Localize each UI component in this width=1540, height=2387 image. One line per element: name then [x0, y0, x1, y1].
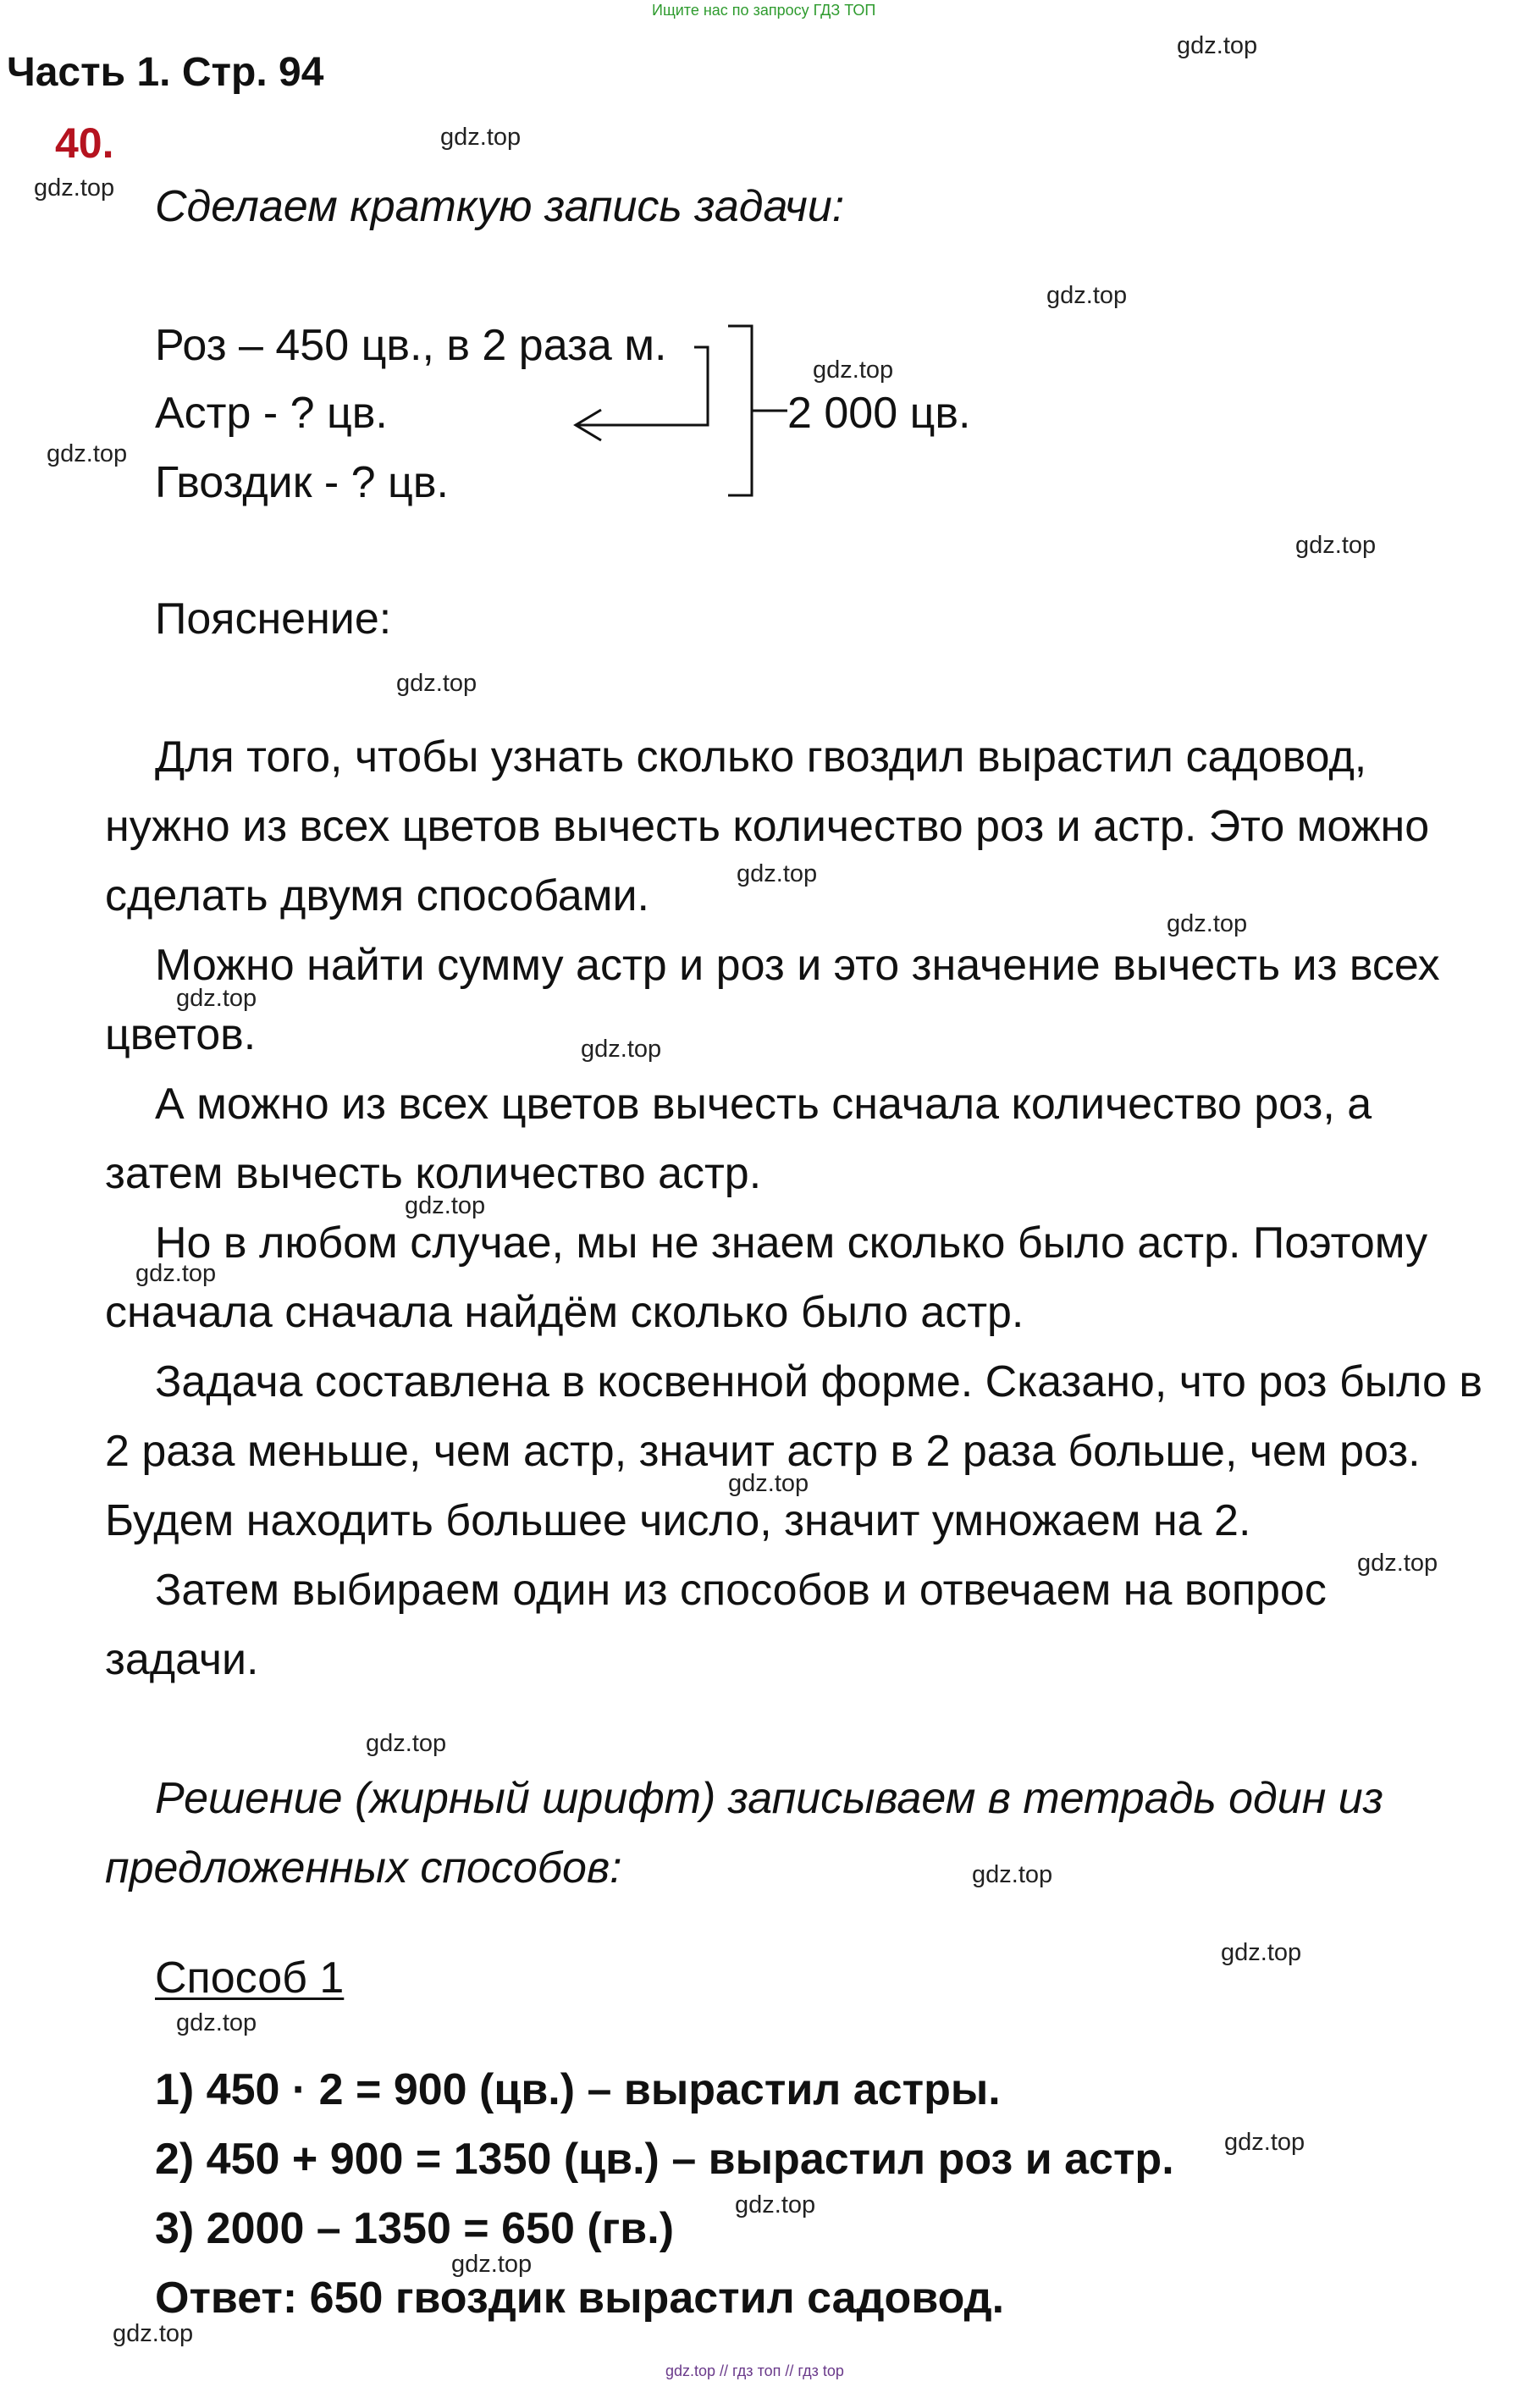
para1-line1: Для того, чтобы узнать сколько гвоздил вырастил садовод, — [155, 732, 1367, 782]
task-number: 40. — [55, 119, 114, 167]
watermark: gdz.top — [176, 2009, 257, 2036]
para3-line1: А можно из всех цветов вычесть сначала количество роз, а — [155, 1080, 1372, 1129]
para1-line2: нужно из всех цветов вычесть количество роз и астр. Это можно — [105, 802, 1430, 851]
explanation-heading: Пояснение: — [155, 594, 392, 644]
watermark: gdz.top — [1046, 282, 1128, 309]
watermark: gdz.top — [1177, 32, 1258, 59]
para3-line2: затем вычесть количество астр. — [105, 1149, 762, 1198]
watermark: gdz.top — [135, 1260, 217, 1287]
watermark: gdz.top — [1357, 1550, 1438, 1577]
watermark: gdz.top — [396, 670, 477, 697]
solution-step-2: 2) 450 + 900 = 1350 (цв.) – вырастил роз и астр. — [155, 2135, 1174, 2184]
record-total: 2 000 цв. — [787, 389, 971, 438]
watermark: gdz.top — [728, 1470, 809, 1497]
footer-links: gdz.top // гдз топ // гдз top — [665, 2362, 844, 2379]
page-title: Часть 1. Стр. 94 — [7, 50, 324, 95]
watermark: gdz.top — [581, 1036, 662, 1063]
para6-line2: задачи. — [105, 1635, 259, 1684]
record-asters: Астр - ? цв. — [155, 389, 388, 438]
para4-line2: сначала сначала найдём сколько было астр. — [105, 1288, 1024, 1337]
record-roses: Роз – 450 цв., в 2 раза м. — [155, 321, 667, 370]
answer-line: Ответ: 650 гвоздик вырастил садовод. — [155, 2274, 1005, 2323]
watermark: gdz.top — [1224, 2129, 1305, 2156]
para6-line1: Затем выбираем один из способов и отвечаем на вопрос — [155, 1566, 1327, 1615]
solution-intro-line2: предложенных способов: — [105, 1843, 622, 1892]
watermark: gdz.top — [34, 174, 115, 202]
watermark: gdz.top — [972, 1861, 1053, 1888]
watermark: gdz.top — [1221, 1939, 1302, 1966]
solution-step-3: 3) 2000 – 1350 = 650 (гв.) — [155, 2204, 675, 2253]
para5-line2: 2 раза меньше, чем астр, значит астр в 2 раза больше, чем роз. — [105, 1427, 1421, 1476]
para2-line1: Можно найти сумму астр и роз и это значение вычесть из всех — [155, 941, 1440, 990]
method-title: Способ 1 — [155, 1953, 345, 2003]
para1-line3: сделать двумя способами. — [105, 871, 649, 920]
watermark: gdz.top — [737, 860, 818, 887]
watermark: gdz.top — [735, 2191, 816, 2218]
watermark: gdz.top — [1167, 910, 1248, 937]
para4-line1: Но в любом случае, мы не знаем сколько было астр. Поэтому — [155, 1218, 1428, 1268]
para5-line1: Задача составлена в косвенной форме. Сказано, что роз было в — [155, 1357, 1483, 1406]
record-diagram — [550, 313, 804, 517]
solution-step-1: 1) 450 · 2 = 900 (цв.) – вырастил астры. — [155, 2065, 1001, 2114]
record-carnations: Гвоздик - ? цв. — [155, 458, 449, 507]
intro-text: Сделаем краткую запись задачи: — [155, 182, 845, 231]
watermark: gdz.top — [176, 985, 257, 1012]
watermark: gdz.top — [451, 2251, 533, 2278]
total-brace — [728, 326, 752, 495]
watermark: gdz.top — [1295, 532, 1377, 559]
watermark: gdz.top — [366, 1730, 447, 1757]
solution-intro-line1: Решение (жирный шрифт) записываем в тетрадь один из — [155, 1774, 1383, 1823]
para2-line2: цветов. — [105, 1010, 257, 1059]
watermark: gdz.top — [813, 356, 894, 384]
para5-line3: Будем находить большее число, значит умножаем на 2. — [105, 1496, 1251, 1545]
watermark: gdz.top — [405, 1192, 486, 1219]
top-note: Ищите нас по запросу ГДЗ ТОП — [652, 2, 876, 19]
watermark: gdz.top — [47, 440, 128, 467]
watermark: gdz.top — [113, 2320, 194, 2347]
watermark: gdz.top — [440, 124, 522, 151]
